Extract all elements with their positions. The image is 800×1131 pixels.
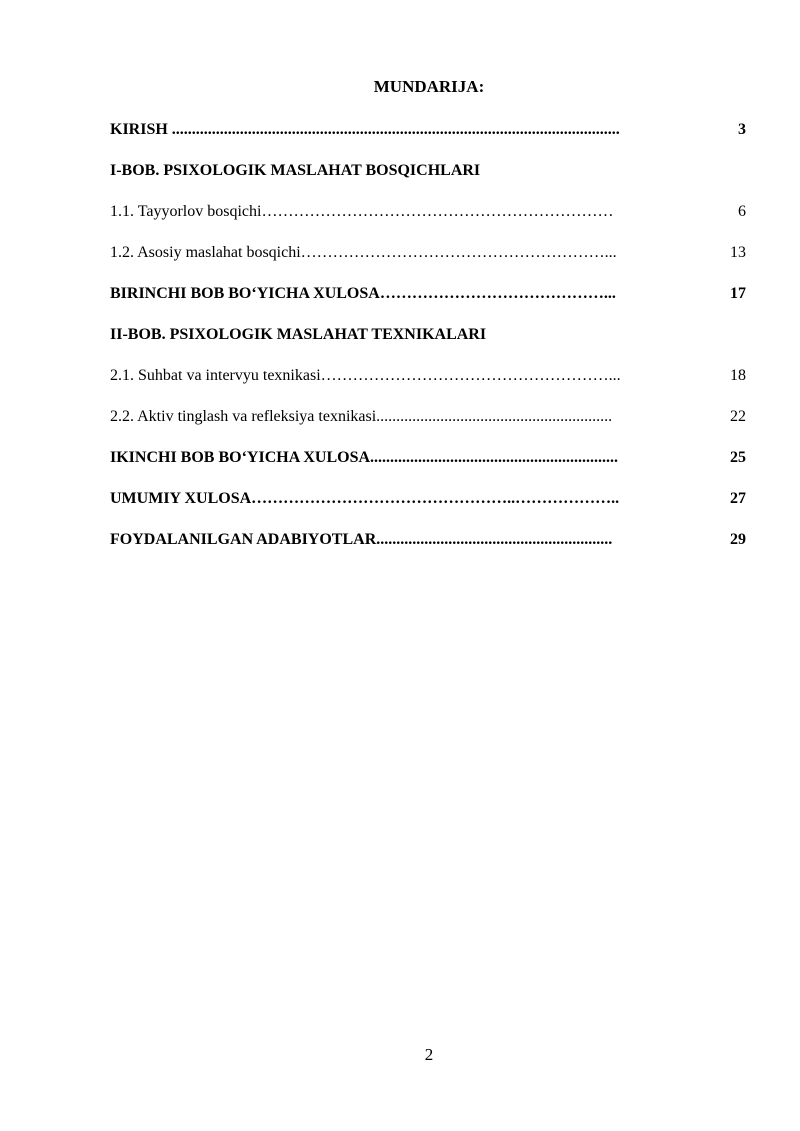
toc-entry-page: 6	[738, 203, 746, 220]
toc-entry-label: I-BOB. PSIXOLOGIK MASLAHAT BOSQICHLARI	[110, 162, 481, 179]
toc-entry-label: BIRINCHI BOB BO‘YICHA XULOSA……………………………………...	[110, 285, 616, 302]
toc-entry-page: 17	[730, 285, 746, 302]
toc-chapter-1-heading	[110, 157, 746, 198]
toc-chapter-2-heading	[110, 321, 746, 362]
toc-entry-1-1	[110, 198, 746, 239]
toc-entry-label: 2.2. Aktiv tinglash va refleksiya texnikasi...........................................................	[110, 408, 613, 425]
table-of-contents	[110, 116, 746, 567]
toc-entry-kirish	[110, 116, 746, 157]
toc-entry-label: UMUMIY XULOSA…………………………………………..………………..	[110, 490, 620, 507]
toc-entry-references	[110, 526, 746, 567]
toc-entry-page: 22	[730, 408, 746, 425]
toc-entry-label: FOYDALANILGAN ADABIYOTLAR...........................................................	[110, 531, 613, 548]
toc-entry-page: 3	[738, 121, 746, 138]
toc-entry-page: 29	[730, 531, 746, 548]
toc-entry-page: 13	[730, 244, 746, 261]
toc-entry-page: 18	[730, 367, 746, 384]
toc-entry-1-2	[110, 239, 746, 280]
toc-entry-page: 25	[730, 449, 746, 466]
toc-entry-chapter-2-conclusion	[110, 444, 746, 485]
toc-entry-chapter-1-conclusion	[110, 280, 746, 321]
toc-entry-label: 2.1. Suhbat va intervyu texnikasi………………………………………………...	[110, 367, 621, 384]
toc-entry-page: 27	[730, 490, 746, 507]
toc-entry-label: 1.1. Tayyorlov bosqichi…………………………………………………………	[110, 203, 614, 220]
page-number: 2	[424, 1045, 434, 1064]
toc-entry-2-1	[110, 362, 746, 403]
toc-entry-general-conclusion	[110, 485, 746, 526]
toc-entry-label: KIRISH ................................................................................................................	[110, 121, 620, 138]
toc-entry-label: 1.2. Asosiy maslahat bosqichi…………………………………………………...	[110, 244, 617, 261]
toc-entry-label: IKINCHI BOB BO‘YICHA XULOSA..............................................................	[110, 449, 619, 466]
toc-entry-2-2	[110, 403, 746, 444]
toc-entry-label: II-BOB. PSIXOLOGIK MASLAHAT TEXNIKALARI	[110, 326, 487, 343]
toc-title: MUNDARIJA:	[373, 77, 485, 96]
